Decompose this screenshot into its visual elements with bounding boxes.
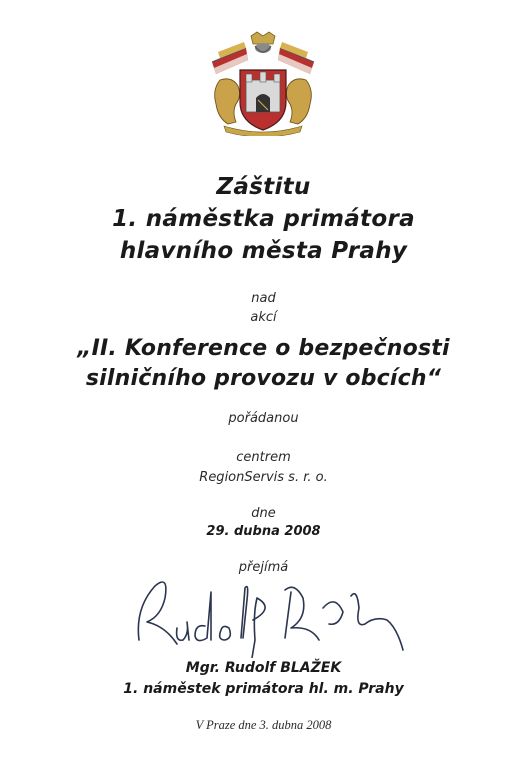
lion-supporter-right — [286, 79, 311, 124]
shield — [240, 70, 286, 130]
organizer-name: RegionServis s. r. o. — [199, 470, 328, 485]
date-label: dne — [251, 506, 276, 521]
heading-line-1: Záštitu — [216, 174, 311, 200]
lion-supporter-left — [215, 79, 240, 124]
place-and-date: V Praze dne 3. dubna 2008 — [195, 718, 332, 732]
connector-akci: akcí — [250, 310, 277, 325]
flags-left — [212, 42, 248, 74]
signatory-name: Mgr. Rudolf BLAŽEK — [185, 660, 342, 676]
heading-line-3: hlavního města Prahy — [119, 238, 408, 264]
flags-right — [278, 42, 314, 74]
prague-coat-of-arms-emblem — [202, 30, 324, 136]
organizer-centrem-label: centrem — [236, 450, 291, 465]
event-title-line-2: silničního provozu v obcích“ — [85, 366, 442, 391]
event-date: 29. dubna 2008 — [206, 524, 321, 539]
handwritten-signature — [125, 568, 415, 658]
connector-nad: nad — [251, 291, 276, 306]
event-title-line-1: „II. Konference o bezpečnosti — [77, 336, 450, 361]
organized-by-label: pořádanou — [228, 411, 299, 426]
crown-and-lion — [251, 32, 275, 53]
heading-line-2: 1. náměstka primátora — [112, 206, 415, 232]
signatory-title: 1. náměstek primátora hl. m. Prahy — [123, 681, 404, 697]
acceptance-label: přejímá — [238, 560, 289, 575]
